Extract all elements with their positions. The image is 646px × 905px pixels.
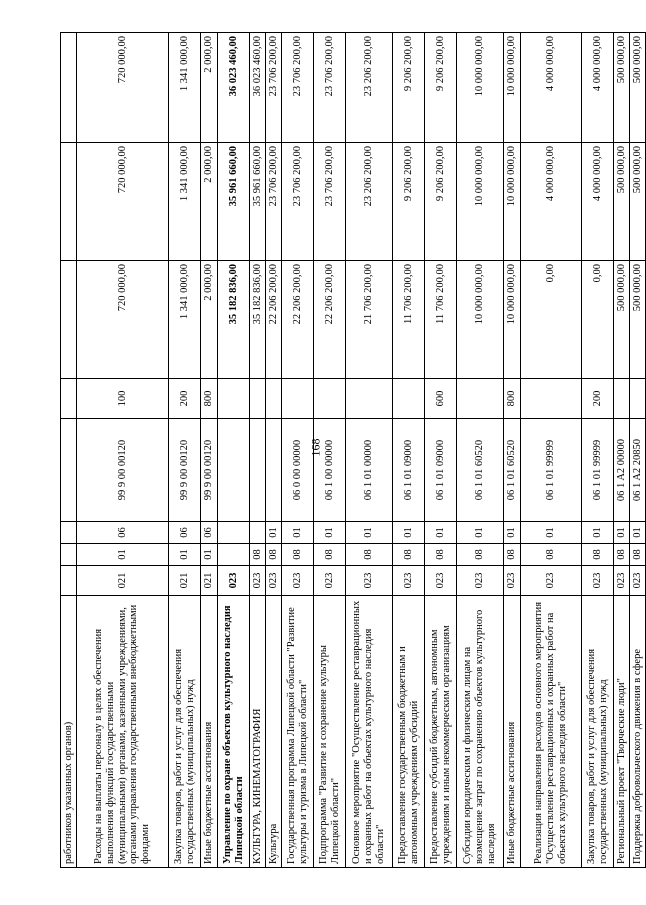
table-row <box>201 33 218 868</box>
target-article-code <box>250 419 266 522</box>
amount-year-3: 23 706 200,00 <box>314 33 346 143</box>
expense-type-code <box>218 379 250 419</box>
amount-year-1: 22 206 200,00 <box>266 261 282 379</box>
amount-year-3: 36 023 460,00 <box>250 33 266 143</box>
amount-year-2: 2 000,00 <box>201 143 218 261</box>
row-name: Региональный проект "Творческие люди" <box>614 596 630 868</box>
target-article-code: 06 1 01 09000 <box>393 419 425 522</box>
ministry-code: 023 <box>314 566 346 596</box>
target-article-code: 06 1 01 99999 <box>582 419 614 522</box>
expense-type-code: 200 <box>582 379 614 419</box>
expense-type-code <box>630 379 646 419</box>
section-code: 08 <box>457 544 504 566</box>
amount-year-3: 23 206 200,00 <box>346 33 393 143</box>
table-row <box>61 33 77 868</box>
table-row <box>614 33 630 868</box>
row-name: Культура <box>266 596 282 868</box>
subsection-code: 06 <box>169 522 201 544</box>
section-code: 08 <box>393 544 425 566</box>
amount-year-3: 720 000,00 <box>77 33 169 143</box>
table-row <box>504 33 521 868</box>
ministry-code: 023 <box>393 566 425 596</box>
amount-year-1: 2 000,00 <box>201 261 218 379</box>
amount-year-3: 1 341 000,00 <box>169 33 201 143</box>
ministry-code: 023 <box>521 566 582 596</box>
subsection-code: 01 <box>346 522 393 544</box>
amount-year-1: 10 000 000,00 <box>504 261 521 379</box>
section-code <box>61 544 77 566</box>
table-row <box>169 33 201 868</box>
subsection-code <box>218 522 250 544</box>
expense-type-code: 800 <box>201 379 218 419</box>
amount-year-1: 11 706 200,00 <box>393 261 425 379</box>
amount-year-2: 35 961 660,00 <box>250 143 266 261</box>
section-code: 08 <box>425 544 457 566</box>
amount-year-1: 35 182 836,00 <box>218 261 250 379</box>
subsection-code: 01 <box>521 522 582 544</box>
row-name: Закупка товаров, работ и услуг для обеспечения государственных (муниципальных) нужд <box>169 596 201 868</box>
ministry-code: 023 <box>266 566 282 596</box>
ministry-code: 023 <box>425 566 457 596</box>
target-article-code: 06 1 01 99999 <box>521 419 582 522</box>
ministry-code: 023 <box>457 566 504 596</box>
row-name: Государственная программа Липецкой области "Развитие культуры и туризма в Липецкой области" <box>282 596 314 868</box>
amount-year-3 <box>61 33 77 143</box>
subsection-code: 01 <box>630 522 646 544</box>
ministry-code <box>61 566 77 596</box>
amount-year-2: 4 000 000,00 <box>521 143 582 261</box>
section-code: 08 <box>614 544 630 566</box>
row-name: Управление по охране объектов культурного наследия Липецкой области <box>218 596 250 868</box>
amount-year-1: 22 206 200,00 <box>314 261 346 379</box>
row-name: КУЛЬТУРА, КИНЕМАТОГРАФИЯ <box>250 596 266 868</box>
expense-type-code <box>61 379 77 419</box>
amount-year-1: 720 000,00 <box>77 261 169 379</box>
expense-type-code <box>393 379 425 419</box>
ministry-code: 023 <box>250 566 266 596</box>
amount-year-3: 9 206 200,00 <box>393 33 425 143</box>
row-name: Поддержка добровольческого движения в сфере <box>630 596 646 868</box>
row-name: Подпрограмма "Развитие и сохранение культуры Липецкой области" <box>314 596 346 868</box>
section-code: 08 <box>282 544 314 566</box>
amount-year-3: 23 706 200,00 <box>266 33 282 143</box>
section-code: 01 <box>77 544 169 566</box>
expense-type-code <box>457 379 504 419</box>
row-name: Иные бюджетные ассигнования <box>504 596 521 868</box>
amount-year-1: 35 182 836,00 <box>250 261 266 379</box>
target-article-code: 99 9 00 00120 <box>201 419 218 522</box>
row-name: Предоставление субсидий бюджетным, автономным учреждениям и иным некоммерческим организациям <box>425 596 457 868</box>
amount-year-2: 9 206 200,00 <box>425 143 457 261</box>
amount-year-2: 4 000 000,00 <box>582 143 614 261</box>
expense-type-code: 100 <box>77 379 169 419</box>
amount-year-2: 500 000,00 <box>614 143 630 261</box>
amount-year-3: 10 000 000,00 <box>504 33 521 143</box>
amount-year-3: 4 000 000,00 <box>582 33 614 143</box>
amount-year-3: 2 000,00 <box>201 33 218 143</box>
target-article-code: 06 1 01 60520 <box>457 419 504 522</box>
amount-year-1: 0,00 <box>521 261 582 379</box>
ministry-code: 021 <box>201 566 218 596</box>
subsection-code: 01 <box>614 522 630 544</box>
ministry-code: 023 <box>346 566 393 596</box>
ministry-code: 023 <box>630 566 646 596</box>
target-article-code <box>266 419 282 522</box>
target-article-code <box>218 419 250 522</box>
amount-year-1: 22 206 200,00 <box>282 261 314 379</box>
section-code: 01 <box>201 544 218 566</box>
section-code: 08 <box>504 544 521 566</box>
amount-year-2: 23 706 200,00 <box>314 143 346 261</box>
amount-year-2: 10 000 000,00 <box>457 143 504 261</box>
row-name: Субсидии юридическим и физическим лицам на возмещение затрат по сохранению объектов культурного наследия <box>457 596 504 868</box>
subsection-code <box>250 522 266 544</box>
amount-year-2: 23 706 200,00 <box>282 143 314 261</box>
section-code: 08 <box>314 544 346 566</box>
ministry-code: 023 <box>614 566 630 596</box>
ministry-code: 023 <box>218 566 250 596</box>
amount-year-2: 500 000,00 <box>630 143 646 261</box>
section-code: 08 <box>521 544 582 566</box>
expense-type-code: 800 <box>504 379 521 419</box>
target-article-code: 06 1 A2 20850 <box>630 419 646 522</box>
row-name: Расходы на выплаты персоналу в целях обеспечения выполнения функций государственными (муниципальными) органами, казенными учреждениями, органами управления государственными внебюджетными фондами <box>77 596 169 868</box>
amount-year-3: 23 706 200,00 <box>282 33 314 143</box>
section-code: 08 <box>630 544 646 566</box>
section-code: 08 <box>582 544 614 566</box>
amount-year-3: 10 000 000,00 <box>457 33 504 143</box>
amount-year-2: 23 206 200,00 <box>346 143 393 261</box>
amount-year-1: 0,00 <box>582 261 614 379</box>
expense-type-code <box>521 379 582 419</box>
table-row <box>218 33 250 868</box>
target-article-code: 06 1 01 60520 <box>504 419 521 522</box>
subsection-code <box>61 522 77 544</box>
subsection-code: 01 <box>425 522 457 544</box>
section-code: 01 <box>169 544 201 566</box>
amount-year-1: 500 000,00 <box>614 261 630 379</box>
row-name: работников указанных органов) <box>61 596 77 868</box>
expense-type-code <box>282 379 314 419</box>
table-row <box>630 33 646 868</box>
table-row <box>282 33 314 868</box>
table-row <box>346 33 393 868</box>
table-row <box>521 33 582 868</box>
rotated-page <box>60 33 643 868</box>
amount-year-3: 4 000 000,00 <box>521 33 582 143</box>
amount-year-2: 1 341 000,00 <box>169 143 201 261</box>
table-row <box>314 33 346 868</box>
amount-year-2: 720 000,00 <box>77 143 169 261</box>
amount-year-3: 500 000,00 <box>614 33 630 143</box>
row-name: Основное мероприятие "Осуществление реставрационных и охранных работ на объектах культурного наследия области" <box>346 596 393 868</box>
row-name: Реализация направления расходов основного мероприятия "Осуществление реставрационных и охранных работ на объектах культурного наследия области" <box>521 596 582 868</box>
table-row <box>250 33 266 868</box>
expense-type-code <box>266 379 282 419</box>
amount-year-1: 500 000,00 <box>630 261 646 379</box>
target-article-code: 99 9 00 00120 <box>77 419 169 522</box>
section-code: 08 <box>266 544 282 566</box>
subsection-code: 01 <box>393 522 425 544</box>
subsection-code: 01 <box>504 522 521 544</box>
row-name: Иные бюджетные ассигнования <box>201 596 218 868</box>
section-code: 08 <box>346 544 393 566</box>
ministry-code: 023 <box>282 566 314 596</box>
amount-year-2: 9 206 200,00 <box>393 143 425 261</box>
table-row <box>425 33 457 868</box>
row-name: Закупка товаров, работ и услуг для обеспечения государственных (муниципальных) нужд <box>582 596 614 868</box>
page-number: 168 <box>308 438 323 457</box>
target-article-code: 99 9 00 00120 <box>169 419 201 522</box>
table-row <box>77 33 169 868</box>
table-row <box>266 33 282 868</box>
amount-year-2: 23 706 200,00 <box>266 143 282 261</box>
budget-table <box>60 32 646 868</box>
target-article-code: 06 1 01 09000 <box>425 419 457 522</box>
expense-type-code <box>314 379 346 419</box>
table-row <box>582 33 614 868</box>
target-article-code: 06 1 00 00000 <box>314 419 346 522</box>
amount-year-1: 10 000 000,00 <box>457 261 504 379</box>
subsection-code: 01 <box>457 522 504 544</box>
amount-year-1: 21 706 200,00 <box>346 261 393 379</box>
table-row <box>393 33 425 868</box>
subsection-code: 01 <box>582 522 614 544</box>
ministry-code: 023 <box>582 566 614 596</box>
ministry-code: 023 <box>504 566 521 596</box>
budget-table-body <box>61 33 646 868</box>
expense-type-code: 600 <box>425 379 457 419</box>
subsection-code: 01 <box>282 522 314 544</box>
expense-type-code: 200 <box>169 379 201 419</box>
subsection-code: 06 <box>201 522 218 544</box>
amount-year-3: 36 023 460,00 <box>218 33 250 143</box>
target-article-code: 06 0 00 00000 <box>282 419 314 522</box>
amount-year-3: 500 000,00 <box>630 33 646 143</box>
amount-year-2 <box>61 143 77 261</box>
expense-type-code <box>250 379 266 419</box>
subsection-code: 06 <box>77 522 169 544</box>
ministry-code: 021 <box>77 566 169 596</box>
target-article-code <box>61 419 77 522</box>
expense-type-code <box>614 379 630 419</box>
subsection-code: 01 <box>314 522 346 544</box>
subsection-code: 01 <box>266 522 282 544</box>
amount-year-1: 11 706 200,00 <box>425 261 457 379</box>
section-code: 08 <box>250 544 266 566</box>
amount-year-1: 1 341 000,00 <box>169 261 201 379</box>
target-article-code: 06 1 A2 00000 <box>614 419 630 522</box>
amount-year-3: 9 206 200,00 <box>425 33 457 143</box>
row-name: Предоставление государственным бюджетным и автономным учреждениям субсидий <box>393 596 425 868</box>
target-article-code: 06 1 01 00000 <box>346 419 393 522</box>
table-row <box>457 33 504 868</box>
amount-year-1 <box>61 261 77 379</box>
amount-year-2: 35 961 660,00 <box>218 143 250 261</box>
ministry-code: 021 <box>169 566 201 596</box>
amount-year-2: 10 000 000,00 <box>504 143 521 261</box>
section-code <box>218 544 250 566</box>
expense-type-code <box>346 379 393 419</box>
